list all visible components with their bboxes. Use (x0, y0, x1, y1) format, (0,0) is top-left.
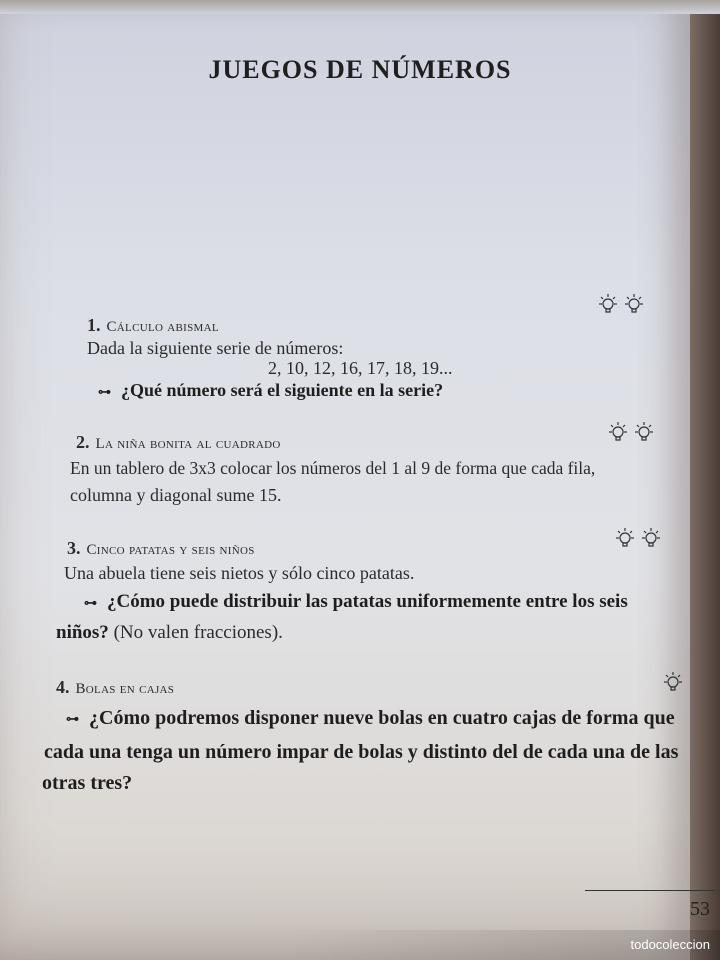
puzzle-4-difficulty (660, 670, 686, 701)
puzzle-2-heading (76, 432, 281, 453)
puzzle-1-question (98, 375, 443, 407)
puzzle-4-question-text-1: ¿Cómo podremos disponer nueve bolas en cuatro cajas de forma que (89, 707, 675, 729)
page-number: 53 (690, 898, 710, 920)
puzzle-3-question-line-2 (56, 618, 283, 648)
lightbulb-icon (660, 670, 686, 696)
page-title: JUEGOS DE NÚMEROS (208, 55, 512, 84)
key-icon: ⊶ (84, 594, 97, 610)
puzzle-3-name: Cinco patatas y seis niños (86, 542, 255, 558)
puzzle-1-difficulty (595, 292, 647, 323)
puzzle-3-note: (No valen fracciones). (108, 622, 283, 643)
lightbulb-icon (621, 292, 647, 318)
puzzle-2-difficulty (605, 420, 657, 451)
lightbulb-icon (605, 420, 631, 446)
puzzle-4-question-line-3: otras tres? (42, 772, 133, 794)
lightbulb-icon (631, 420, 657, 446)
puzzle-1-name: Cálculo abismal (106, 319, 219, 335)
lightbulb-icon (595, 292, 621, 318)
puzzle-4-question-line-1 (66, 703, 675, 734)
puzzle-4-heading (56, 677, 174, 698)
puzzle-3-line-1: Una abuela tiene seis nietos y sólo cinco patatas. (64, 563, 415, 583)
puzzle-4-question-line-2: cada una tenga un número impar de bolas y distinto del de cada una de las (44, 741, 679, 763)
puzzle-4-name: Bolas en cajas (75, 681, 175, 697)
puzzle-2-line-1: En un tablero de 3x3 colocar los números del 1 al 9 de forma que cada fila, (70, 458, 596, 478)
top-strip (0, 0, 720, 14)
puzzle-3-question-end: niños? (56, 622, 109, 643)
footer-rule (585, 890, 715, 891)
puzzle-2-number: 2. (76, 432, 90, 452)
key-icon: ⊶ (98, 383, 111, 399)
puzzle-2-line-2: columna y diagonal sume 15. (70, 485, 282, 505)
watermark: todocoleccion (0, 930, 720, 960)
page-edge (690, 0, 720, 960)
lightbulb-icon (638, 526, 664, 552)
puzzle-2-name: La niña bonita al cuadrado (95, 436, 281, 452)
puzzle-3-difficulty (612, 526, 664, 557)
key-icon: ⊶ (66, 711, 79, 727)
puzzle-3-question-text: ¿Cómo puede distribuir las patatas uniformemente entre los seis (107, 591, 628, 612)
puzzle-3-number: 3. (67, 538, 81, 558)
puzzle-3-heading (67, 538, 255, 559)
puzzle-1-number: 1. (87, 315, 101, 335)
puzzle-1-line-1: Dada la siguiente serie de números: (87, 338, 344, 358)
puzzle-1-question-text: ¿Qué número será el siguiente en la serie? (121, 380, 444, 400)
puzzle-3-question-line-1 (84, 587, 628, 618)
puzzle-4-number: 4. (56, 677, 70, 697)
lightbulb-icon (612, 526, 638, 552)
puzzle-1-series: 2, 10, 12, 16, 17, 18, 19... (268, 358, 453, 378)
